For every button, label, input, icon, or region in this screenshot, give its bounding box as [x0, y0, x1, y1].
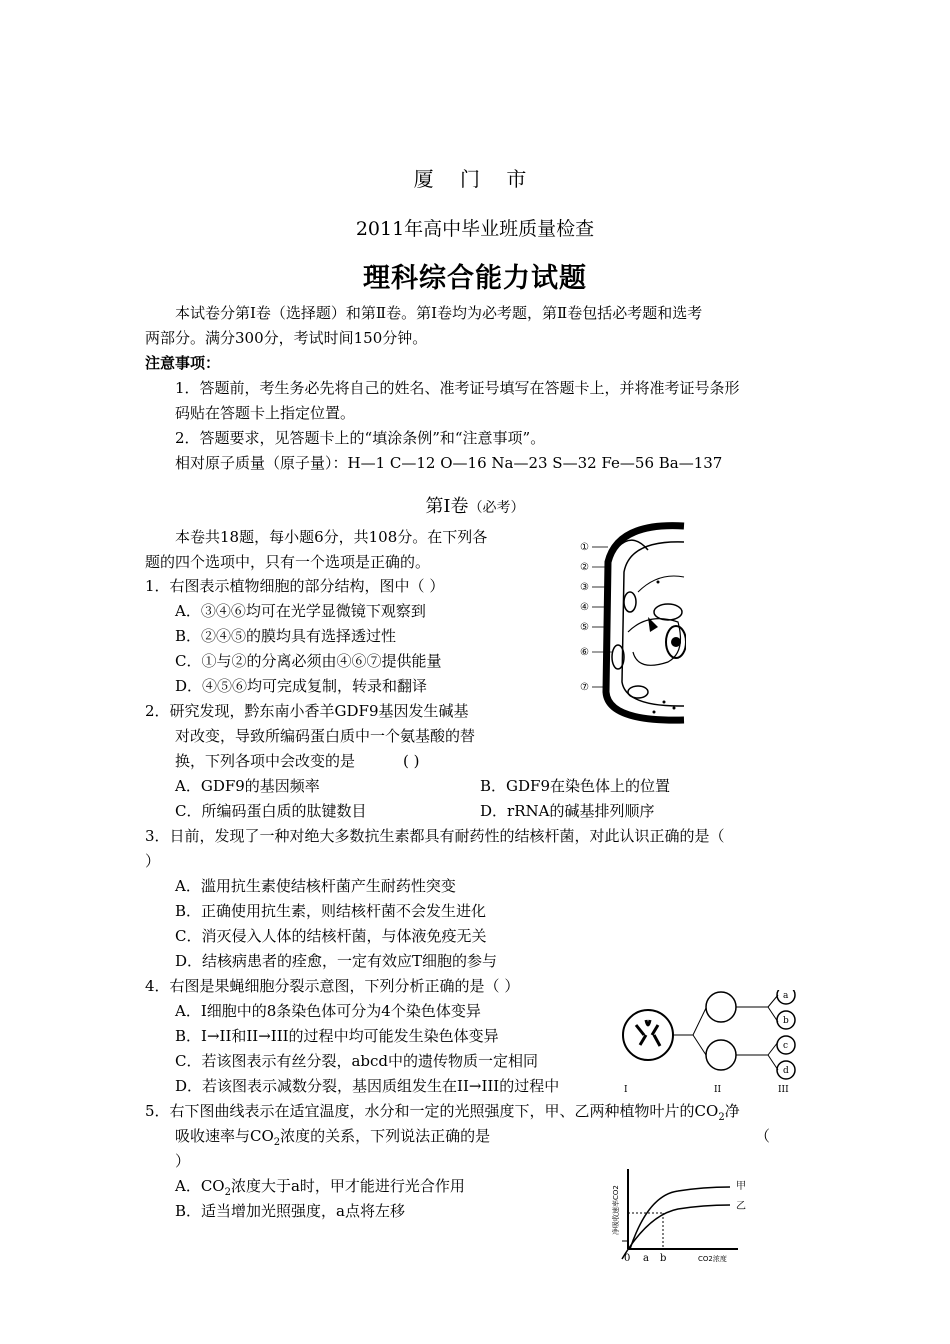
- series-jia-curve: [630, 1187, 730, 1249]
- q4-option-a: A．I细胞中的8条染色体可分为4个染色体变异: [175, 1002, 481, 1020]
- div-label-c: c: [783, 1041, 789, 1051]
- co2-graph-figure: [608, 1165, 758, 1263]
- q1-option-c: C．①与②的分离必须由④⑥⑦提供能量: [175, 652, 442, 670]
- div-label-d: d: [783, 1066, 789, 1076]
- q5-option-a-text: A．CO: [175, 1177, 225, 1195]
- series-jia-label: 甲: [736, 1181, 746, 1192]
- q5-paren-close: ）: [175, 1152, 191, 1170]
- q2-stem-2: 对改变，导致所编码蛋白质中一个氨基酸的替: [175, 727, 476, 745]
- q3-option-a: A．滥用抗生素使结核杆菌产生耐药性突变: [175, 877, 456, 895]
- cell-label-2: ②: [580, 562, 589, 573]
- q5-stem-1: [145, 1101, 740, 1128]
- div-label-i: I: [624, 1085, 628, 1095]
- q4-stem: 4．右图是果蝇细胞分裂示意图，下列分析正确的是（ ）: [145, 977, 520, 995]
- q5-option-a-end: 浓度大于a时，甲才能进行光合作用: [230, 1177, 465, 1195]
- q5-paren-open: （: [755, 1127, 771, 1145]
- q2-stem-1: 2．研究发现，黔东南小香羊GDF9基因发生碱基: [145, 702, 469, 720]
- q2-option-a: A．GDF9的基因频率: [175, 777, 320, 795]
- q5-option-a: [175, 1176, 465, 1203]
- q1-option-a: A．③④⑥均可在光学显微镜下观察到: [175, 602, 426, 620]
- q2-stem-3: 换，下列各项中会改变的是: [175, 752, 356, 770]
- q3-stem-2: ）: [145, 852, 161, 870]
- q5-stem-2-text: 吸收速率与CO: [175, 1127, 274, 1145]
- q1-stem: 1．右图表示植物细胞的部分结构，图中（ ）: [145, 577, 445, 595]
- city-title: 厦 门 市: [413, 167, 537, 191]
- div-label-a: a: [783, 991, 789, 1001]
- notes-item-2: 2．答题要求，见答题卡上的“填涂条例”和“注意事项”。: [175, 429, 546, 447]
- cell-label-5: ⑤: [580, 622, 589, 633]
- div-label-ii: II: [714, 1085, 722, 1095]
- tick-a: a: [643, 1253, 649, 1263]
- q2-paren: ( ): [403, 752, 420, 770]
- q5-stem-1-end: 净: [724, 1102, 740, 1120]
- q5-stem-2-end: 浓度的关系，下列说法正确的是: [280, 1127, 491, 1145]
- q3-option-d: D．结核病患者的痊愈，一定有效应T细胞的参与: [175, 952, 498, 970]
- exam-name: 2011年高中毕业班质量检查: [355, 218, 595, 240]
- section-title-note: （必考）: [468, 500, 525, 516]
- section-desc-1: 本卷共18题，每小题6分，共108分。在下列各: [175, 528, 488, 546]
- tick-0: 0: [624, 1253, 631, 1263]
- q3-option-b: B．正确使用抗生素，则结核杆菌不会发生进化: [175, 902, 487, 920]
- q3-stem-1: 3．日前，发现了一种对绝大多数抗生素都具有耐药性的结核杆菌，对此认识正确的是（: [145, 827, 725, 845]
- q1-option-d: D．④⑤⑥均可完成复制，转录和翻译: [175, 677, 428, 695]
- q4-option-d: D．若该图表示减数分裂，基因质组发生在II→III的过程中: [175, 1077, 560, 1095]
- q5-option-b: B．适当增加光照强度，a点将左移: [175, 1202, 405, 1220]
- cell-label-4: ④: [580, 602, 589, 613]
- q5-stem-1-sub: 2: [718, 1112, 725, 1123]
- section-1-title: [0, 492, 950, 518]
- series-yi-curve: [622, 1205, 730, 1259]
- q5-stem-2-sub: 2: [273, 1137, 281, 1148]
- q3-option-c: C．消灭侵入人体的结核杆菌，与体液免疫无关: [175, 927, 487, 945]
- q2-option-c: C．所编码蛋白质的肽键数目: [175, 802, 367, 820]
- div-label-b: b: [783, 1016, 789, 1026]
- cell-division-figure: [618, 990, 803, 1098]
- section-title-text: 第Ⅰ卷: [425, 496, 469, 517]
- q4-option-c: C．若该图表示有丝分裂，abcd中的遗传物质一定相同: [175, 1052, 539, 1070]
- notes-item-1b: 码贴在答题卡上指定位置。: [175, 404, 356, 422]
- y-axis-label: 净吸收速率CO2: [612, 1185, 620, 1235]
- q2-option-b: B．GDF9在染色体上的位置: [480, 777, 670, 795]
- cell-label-1: ①: [580, 542, 589, 553]
- cell-label-6: ⑥: [580, 647, 589, 658]
- notes-item-1a: 1．答题前，考生务必先将自己的姓名、准考证号填写在答题卡上，并将准考证号条形: [175, 379, 740, 397]
- q5-option-a-sub: 2: [224, 1187, 231, 1198]
- x-axis-label: CO2浓度: [698, 1255, 727, 1263]
- q2-option-d: D．rRNA的碱基排列顺序: [480, 802, 655, 820]
- q4-option-b: B．I→II和II→III的过程中均可能发生染色体变异: [175, 1027, 499, 1045]
- tick-b: b: [660, 1253, 667, 1263]
- series-yi-label: 乙: [736, 1201, 746, 1212]
- div-label-iii: III: [778, 1085, 789, 1095]
- q1-option-b: B．②④⑤的膜均具有选择透过性: [175, 627, 397, 645]
- intro-line-2: 两部分。满分300分，考试时间150分钟。: [145, 329, 428, 347]
- cell-label-7: ⑦: [580, 682, 589, 693]
- section-desc-2: 题的四个选项中，只有一个选项是正确的。: [145, 553, 431, 571]
- notes-heading: 注意事项：: [145, 354, 221, 372]
- q5-stem-2: [175, 1126, 490, 1153]
- atomic-mass: 相对原子质量（原子量）：H—1 C—12 O—16 Na—23 S—32 Fe—56 Ba—137: [175, 454, 723, 472]
- intro-line-1: 本试卷分第Ⅰ卷（选择题）和第Ⅱ卷。第Ⅰ卷均为必考题，第Ⅱ卷包括必考题和选考: [175, 304, 703, 322]
- plant-cell-figure: [578, 522, 686, 724]
- q5-stem-1-text: 5．右下图曲线表示在适宜温度，水分和一定的光照强度下，甲、乙两种植物叶片的CO: [145, 1102, 719, 1120]
- paper-title: 理科综合能力试题: [363, 263, 587, 294]
- cell-label-3: ③: [580, 582, 589, 593]
